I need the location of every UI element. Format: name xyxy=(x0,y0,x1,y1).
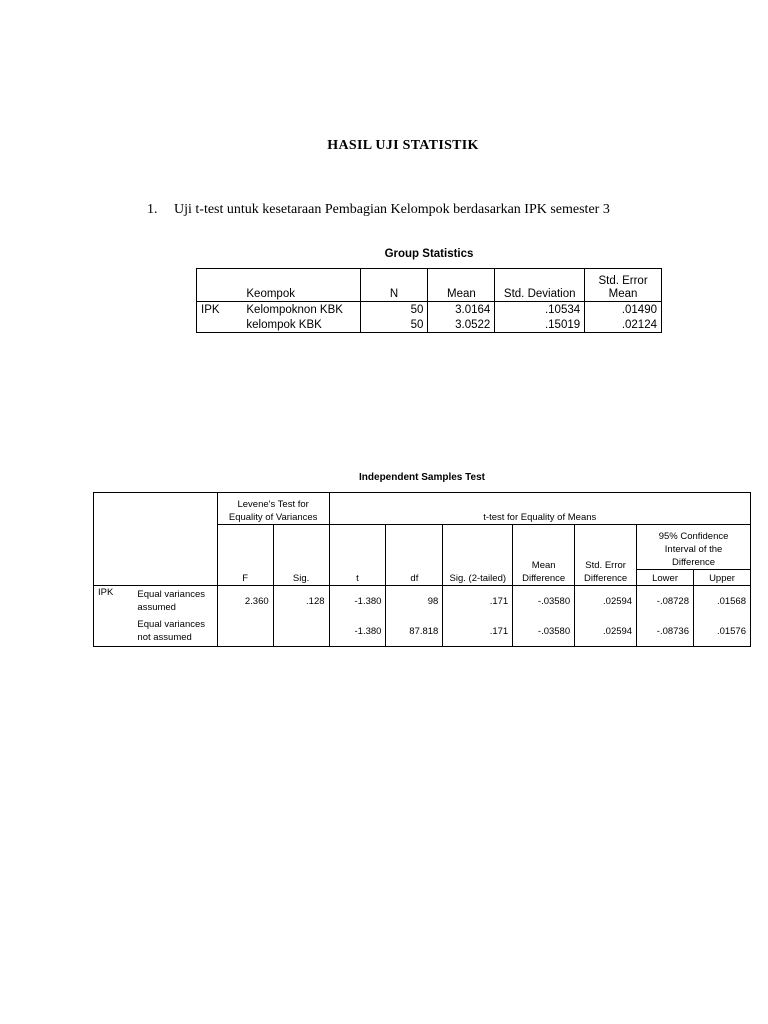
table-row: IPK Equal variances assumed 2.360 .128 -1.380 98 .171 -.03580 .02594 -.08728 .01568 xyxy=(94,586,751,617)
levene-header: Levene's Test for Equality of Variances xyxy=(217,493,329,525)
list-item-1 xyxy=(147,202,610,218)
col-header-sig: Sig. xyxy=(273,525,329,586)
row-label: Equal variances assumed xyxy=(137,589,206,613)
list-item-text: Uji t-test untuk kesetaraan Pembagian Kelompok berdasarkan IPK semester 3 xyxy=(174,202,610,217)
col-header-std-err: Std. Error Mean xyxy=(585,269,662,302)
independent-samples-test-caption: Independent Samples Test xyxy=(359,472,485,483)
table-row: kelompok KBK 50 3.0522 .15019 .02124 xyxy=(197,317,662,333)
col-header-t: t xyxy=(329,525,386,586)
table-header-row xyxy=(197,269,662,302)
table-header-row xyxy=(94,493,751,525)
col-header-f: F xyxy=(217,525,273,586)
table-row: Equal variances not assumed -1.380 87.818 .171 -.03580 .02594 -.08736 .01576 xyxy=(94,616,751,647)
variable-label: IPK xyxy=(98,587,114,598)
list-item-number: 1. xyxy=(147,202,158,217)
col-header-sig-2-tailed: Sig. (2-tailed) xyxy=(443,525,513,586)
group-statistics-caption: Group Statistics xyxy=(384,248,474,260)
col-header-mean: Mean xyxy=(428,269,495,302)
col-header-group: Keompok xyxy=(242,269,360,302)
col-header-n: N xyxy=(360,269,428,302)
variable-label: IPK xyxy=(201,304,220,316)
col-header-lower: Lower xyxy=(637,570,694,586)
row-label: Equal variances not assumed xyxy=(137,619,206,643)
document-title: HASIL UJI STATISTIK xyxy=(327,138,479,153)
col-header-mean-difference: Mean Difference xyxy=(513,525,575,586)
col-header-std-dev: Std. Deviation xyxy=(495,269,585,302)
group-statistics-table xyxy=(196,268,662,333)
col-header-df: df xyxy=(386,525,443,586)
table-row: IPK Kelompoknon KBK 50 3.0164 .10534 .01490 xyxy=(197,302,662,318)
independent-samples-test-table xyxy=(93,492,751,647)
col-header-std-error-difference: Std. Error Difference xyxy=(575,525,637,586)
col-header-upper: Upper xyxy=(694,570,751,586)
ci-header: 95% Confidence Interval of the Difference xyxy=(637,525,751,570)
ttest-header: t-test for Equality of Means xyxy=(329,493,750,525)
